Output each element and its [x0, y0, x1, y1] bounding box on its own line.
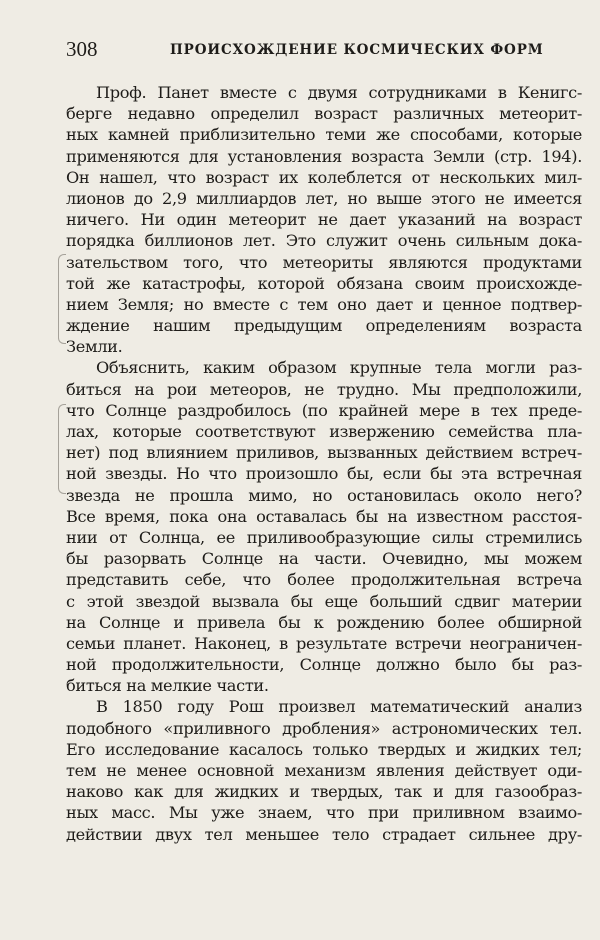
text-line: биться на рои метеоров, не трудно. Мы предположили,: [66, 379, 582, 399]
text-line: с этой звездой вызвала бы еще больший сдвиг материи: [66, 591, 582, 611]
margin-bracket: [58, 404, 66, 494]
text-line: Он нашел, что возраст их колеблется от нескольких мил-: [66, 167, 582, 187]
text-line: бы разорвать Солнце на части. Очевидно, мы можем: [66, 549, 582, 569]
page-header: [66, 36, 586, 62]
text-line: той же катастрофы, которой обязана своим происхожде-: [66, 273, 582, 293]
text-line: ной звезды. Но что произошло бы, если бы эта встречная: [66, 464, 582, 484]
text-line: Все время, пока она оставалась бы на известном расстоя-: [66, 506, 582, 526]
text-line: ной продолжительности, Солнце должно было бы раз-: [66, 655, 582, 675]
text-line: тем не менее основной механизм явления действует оди-: [66, 761, 582, 780]
text-line: Его исследование касалось только твердых и жидких тел;: [66, 739, 582, 759]
text-line: берге недавно определил возраст различных метеорит-: [66, 104, 582, 124]
text-line: подобного «приливного дробления» астрономических тел.: [66, 718, 582, 738]
text-line: ничего. Ни один метеорит не дает указаний на возраст: [66, 210, 582, 230]
text-line: представить себе, что более продолжительная встреча: [66, 570, 582, 590]
text-line: В 1850 году Рош произвел математический анализ: [96, 697, 582, 717]
text-line: лах, которые соответствуют извержению семейства пла-: [66, 422, 582, 441]
page-number: 308: [66, 37, 98, 61]
text-line: звезда не прошла мимо, но остановилась около него?: [66, 485, 582, 505]
running-title: ПРОИСХОЖДЕНИЕ КОСМИЧЕСКИХ ФОРМ: [170, 42, 544, 58]
body-text: [66, 82, 582, 845]
text-line: нием Земля; но вместе с тем оно дает и ценное подтвер-: [66, 294, 582, 314]
text-line: Объяснить, каким образом крупные тела могли раз-: [96, 358, 582, 378]
text-line: Земли.: [66, 337, 123, 357]
text-line: нет) под влиянием приливов, вызванных действием встреч-: [66, 443, 582, 463]
text-line: лионов до 2,9 миллиардов лет, но выше этого не имеется: [66, 188, 582, 208]
text-line: ждение нашим предыдущим определениям возраста: [66, 316, 582, 336]
margin-bracket: [58, 254, 66, 344]
text-line: на Солнце и привела бы к рождению более обширной: [66, 612, 582, 632]
text-line: применяются для установления возраста Земли (стр. 194).: [66, 146, 582, 166]
text-line: нии от Солнца, ее приливообразующие силы стремились: [66, 527, 582, 547]
text-line: биться на мелкие части.: [66, 676, 269, 696]
text-line: что Солнце раздробилось (по крайней мере в тех преде-: [66, 400, 582, 420]
text-line: Проф. Панет вместе с двумя сотрудниками в Кенигс-: [96, 83, 582, 102]
text-line: порядка биллионов лет. Это служит очень сильным дока-: [66, 231, 582, 251]
text-line: ных камней приблизительно теми же способами, которые: [66, 125, 582, 145]
text-line: ных масс. Мы уже знаем, что при приливном взаимо-: [66, 803, 582, 823]
text-line: зательством того, что метеориты являются продуктами: [66, 252, 582, 272]
text-line: семьи планет. Наконец, в результате встречи неограничен-: [66, 633, 582, 653]
text-line: действии двух тел меньшее тело страдает сильнее дру-: [66, 824, 582, 844]
text-line: наково как для жидких и твердых, так и для газообраз-: [66, 782, 582, 802]
